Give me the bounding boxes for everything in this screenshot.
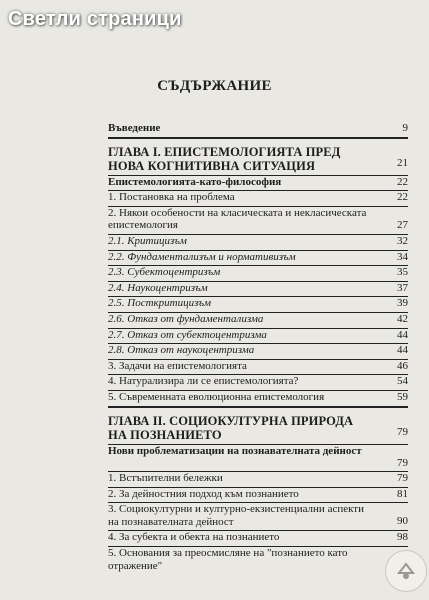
- toc-entry: [108, 207, 408, 232]
- toc-entry-text: 2.7. Отказ от субектоцентризма: [108, 328, 267, 341]
- toc-entry-text: 2.5. Посткритицизъм: [108, 297, 211, 310]
- toc-entry-page: 54: [397, 375, 408, 388]
- toc-entry-page: 34: [397, 250, 408, 263]
- toc-entry: [108, 282, 408, 295]
- toc-entry-text: 2.4. Наукоцентризъм: [108, 281, 208, 294]
- toc-section: [108, 445, 408, 470]
- toc-entry-text: 4. Натурализира ли се епистемологията?: [108, 375, 299, 388]
- toc-entry-page: 42: [397, 312, 408, 325]
- toc-entry-page: 90: [397, 515, 408, 528]
- toc-entry-text: 4. За субекта и обекта на познанието: [108, 531, 280, 544]
- toc-entry-text: 2.2. Фундаментализъм и нормативизъм: [108, 250, 296, 263]
- separator-line: [108, 137, 408, 139]
- toc-entry-page: 22: [397, 191, 408, 204]
- toc-entry-page: 79: [397, 425, 408, 438]
- toc-entry-text: 1. Постановка на проблема: [108, 191, 235, 204]
- toc-entry-page: 9: [402, 122, 408, 134]
- toc-entry-text: Епистемологията-като-философия: [108, 175, 282, 188]
- toc-entry: [108, 313, 408, 326]
- toc-section: [108, 176, 408, 189]
- toc-entry-text: Нови проблематизации на познавателната дейност: [108, 444, 362, 457]
- toc-entry-page: 37: [397, 281, 408, 294]
- toc-entry-text: 2.1. Критицизъм: [108, 234, 187, 247]
- toc-entry: [108, 235, 408, 248]
- toc-entry-text: 2.3. Субектоцентризъм: [108, 266, 221, 279]
- toc-entry-text: 5. Основания за преосмисляне на "познанието като отражение": [108, 547, 348, 572]
- toc-entry-page: 59: [397, 390, 408, 403]
- toc-entry-text: 3. Задачи на епистемологията: [108, 359, 247, 372]
- toc-entry-page: 44: [397, 328, 408, 341]
- toc-entry-page: 79: [397, 472, 408, 485]
- toc-entry: [108, 329, 408, 342]
- logo-mark-icon: [394, 559, 418, 583]
- toc-entry: [108, 191, 408, 204]
- page-title: СЪДЪРЖАНИЕ: [157, 78, 272, 94]
- toc-entry-text: ГЛАВА II. СОЦИОКУЛТУРНА ПРИРОДА НА ПОЗНАНИЕТО: [108, 413, 354, 442]
- toc-entry-text: 2.8. Отказ от наукоцентризма: [108, 344, 255, 357]
- toc-entry-page: 35: [397, 266, 408, 279]
- toc-entry-text: 3. Социокултурни и културно-екзистенциални аспекти на познавателната дейност: [108, 503, 364, 528]
- toc-entry-text: 2.6. Отказ от фундаментализма: [108, 312, 264, 325]
- toc-entry-page: 39: [397, 297, 408, 310]
- toc-entry-introduction: [108, 122, 408, 135]
- toc-entry-page: 32: [397, 234, 408, 247]
- table-of-contents: [108, 116, 408, 572]
- site-watermark: Светли страници: [8, 8, 182, 30]
- toc-entry: [108, 488, 408, 501]
- toc-entry-text: 5. Съвременната еволюционна епистемология: [108, 390, 325, 403]
- toc-entry-text: 2. За дейностния подход към познанието: [108, 487, 299, 500]
- toc-entry: [108, 266, 408, 279]
- toc-entry: [108, 547, 408, 572]
- toc-entry-text: ГЛАВА I. ЕПИСТЕМОЛОГИЯТА ПРЕД НОВА КОГНИТИВНА СИТУАЦИЯ: [108, 144, 341, 173]
- toc-entry-page: 44: [397, 344, 408, 357]
- toc-entry-text: 2. Някои особености на класическата и некласическата епистемология: [108, 206, 367, 232]
- toc-entry: [108, 531, 408, 544]
- toc-entry-text: 1. Встъпителни бележки: [108, 472, 223, 485]
- toc-entry: [108, 251, 408, 264]
- toc-entry-page: 22: [397, 175, 408, 188]
- toc-entry: [108, 344, 408, 357]
- toc-entry-page: 79: [397, 456, 408, 469]
- toc-entry-page: 21: [397, 156, 408, 169]
- toc-chapter-1: [108, 145, 408, 173]
- toc-entry: [108, 375, 408, 388]
- toc-entry: [108, 503, 408, 528]
- toc-entry-page: 27: [397, 218, 408, 231]
- marketplace-logo: [385, 550, 427, 592]
- toc-entry-page: 46: [397, 359, 408, 372]
- toc-entry-page: 98: [397, 531, 408, 544]
- toc-entry-text: Въведение: [108, 122, 161, 134]
- toc-entry: [108, 391, 408, 404]
- toc-entry: [108, 360, 408, 373]
- separator-line: [108, 406, 408, 408]
- toc-entry: [108, 297, 408, 310]
- toc-chapter-2: [108, 414, 408, 442]
- toc-entry-page: 81: [397, 487, 408, 500]
- toc-entry: [108, 472, 408, 485]
